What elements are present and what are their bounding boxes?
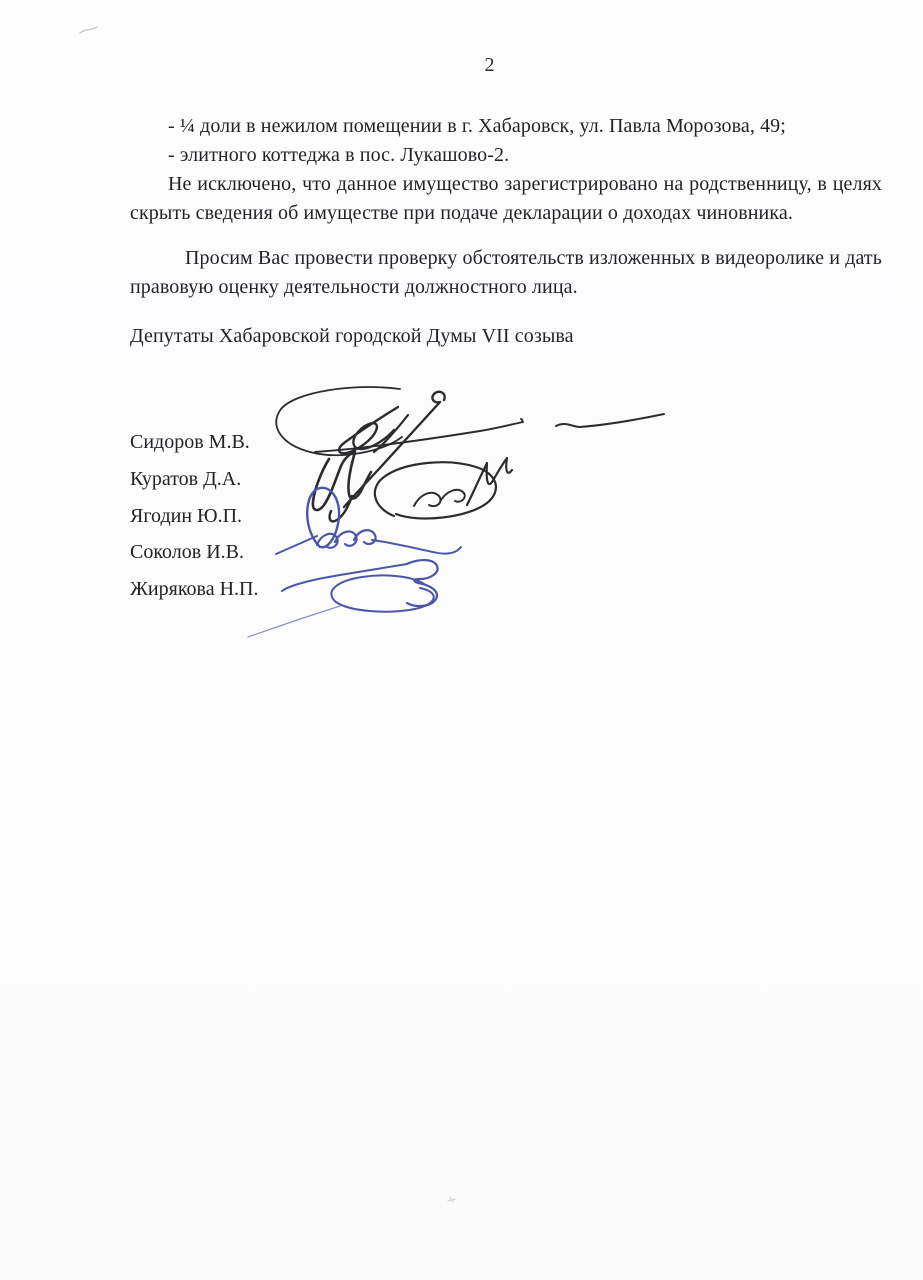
page-number: 2 <box>484 54 495 76</box>
signature-yagodin-icon <box>375 458 512 518</box>
paragraph-request: Просим Вас провести проверку обстоятельств изложенных в видеоролике и дать правовую оценку деятельности должностного лица. <box>130 247 882 298</box>
signatory-title: Депутаты Хабаровской городской Думы VII созыва <box>130 325 574 347</box>
signatory-name: Соколов И.В. <box>130 541 244 564</box>
paragraph-property-registration: Не исключено, что данное имущество зарегистрировано на родственницу, в целях скрыть сведения об имуществе при подаче декларации о доходах чиновника. <box>130 173 882 224</box>
signatory-name: Куратов Д.А. <box>130 467 242 490</box>
signatory-name: Ягодин Ю.П. <box>130 504 243 527</box>
signatory-list <box>130 424 258 608</box>
property-list-item: - ¼ доли в нежилом помещении в г. Хабаровск, ул. Павла Морозова, 49; <box>168 115 786 137</box>
signature-sidorov-icon <box>276 387 664 507</box>
property-list-item: - элитного коттеджа в пос. Лукашово-2. <box>168 144 510 166</box>
signatory-name: Жирякова Н.П. <box>130 578 259 600</box>
document-body <box>130 112 882 351</box>
signatory-name: Сидоров М.В. <box>130 431 250 453</box>
signature-sokolov-icon <box>276 488 461 554</box>
signature-zhiryakova-icon <box>248 560 438 637</box>
signature-kuratov-icon <box>313 452 371 521</box>
